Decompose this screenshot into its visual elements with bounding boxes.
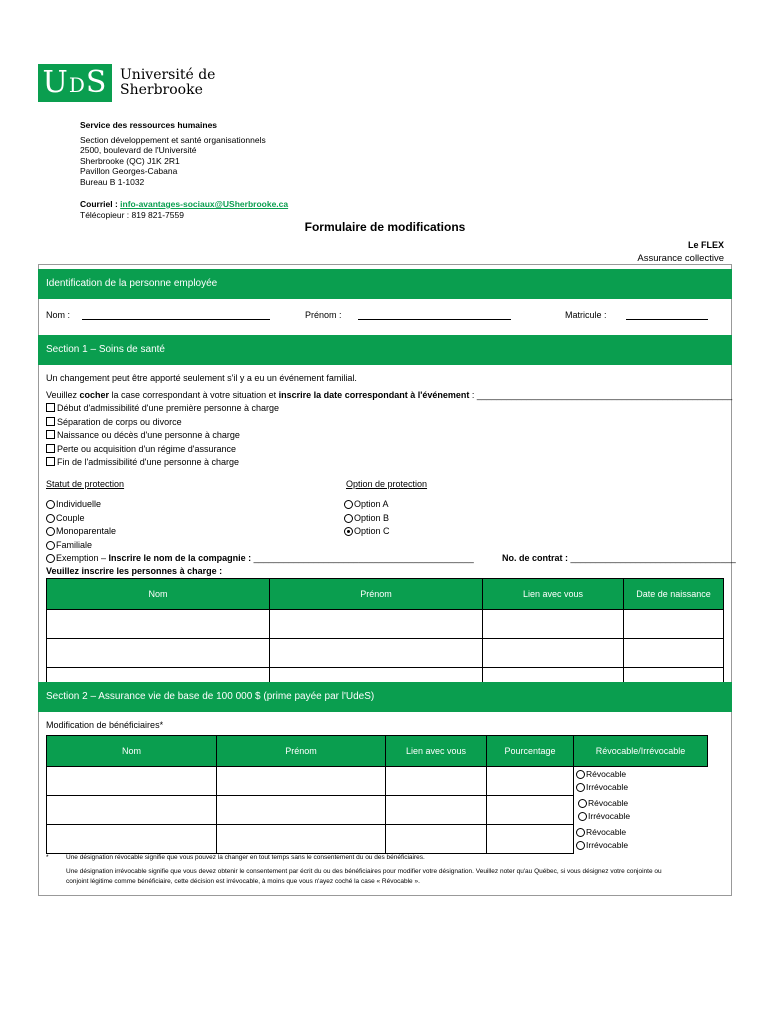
address-block: Service des ressources humaines Section développement et santé organisationnels 2500, boulevard de l'Université Sherbrooke (QC) J1K 2R1 Pavillon Georges-Cabana Bureau B 1-1032 Courriel : info-avantages-sociaux@USherbrooke.ca Télécopieur : 819 821-7559 [80,120,289,220]
revocable-choice: Révocable Irrévocable [574,796,708,825]
nom-label: Nom : [46,310,71,320]
matricule-label: Matricule : [565,310,607,320]
radio-icon[interactable] [46,500,55,509]
table-row [47,767,708,796]
event-item[interactable]: Début d'admissibilité d'une première personne à charge [46,402,279,416]
table-row [47,825,708,854]
radio-icon[interactable] [576,770,585,779]
event-item[interactable]: Perte ou acquisition d'un régime d'assurance [46,443,279,457]
section1-header: Section 1 – Soins de santé [38,335,732,365]
address-line: Sherbrooke (QC) J1K 2R1 [80,155,180,166]
section1-instruction: Veuillez cocher la case correspondant à votre situation et inscrire la date correspondant à l'événement : ___________________________________________________ [46,390,733,400]
footnote-star: * [46,854,49,861]
option-c[interactable]: Option C [344,525,390,539]
column-header: Révocable/Irrévocable [574,736,708,767]
radio-icon[interactable] [46,554,55,563]
checkbox-icon[interactable] [46,457,55,466]
revocable-choice: Révocable Irrévocable [574,825,708,854]
section2-header: Section 2 – Assurance vie de base de 100 000 $ (prime payée par l'UdeS) [38,682,732,712]
radio-icon[interactable] [576,841,585,850]
revocable-choice: Révocable Irrévocable [574,767,708,796]
table-row [47,796,708,825]
column-header: Prénom [217,736,386,767]
column-header: Prénom [270,579,483,610]
footnote-text: Une désignation révocable signifie que vous pouvez la changer en tout temps sans le consentement du ou des bénéficiaires. Une désignation irrévocable signifie que vous devez obtenir le consentement par écrit du ou des bénéficiaires pour modifier votre désignation. Veuillez noter qu'au Québec, si vous désignez votre conjointe ou conjoint légitime comme bénéficiaire, cette décision est irrévocable, à moins que vous n'ayez coché la case « Révocable ». [66,854,662,885]
beneficiary-subtitle: Modification de bénéficiaires* [46,720,164,730]
university-name: Université de Sherbrooke [120,67,216,98]
prenom-label: Prénom : [305,310,342,320]
status-option[interactable]: Individuelle [46,498,474,512]
status-exemption[interactable]: Exemption – Inscrire le nom de la compagnie : ____________________________________________ [46,552,474,566]
status-options [46,498,474,566]
column-header: Nom [47,736,217,767]
event-item[interactable]: Séparation de corps ou divorce [46,416,279,430]
column-header: Nom [47,579,270,610]
option-title: Option de protection [346,479,428,489]
status-option[interactable]: Familiale [46,539,474,553]
plan-subtitle: Assurance collective [637,253,724,264]
identification-header: Identification de la personne employée [38,269,732,299]
persons-label: Veuillez inscrire les personnes à charge : [46,566,223,576]
protection-options [344,498,390,539]
table-row [47,639,724,668]
status-title: Statut de protection [46,479,125,489]
section1-intro: Un changement peut être apporté seulement s'il y a eu un événement familial. [46,373,357,383]
checkbox-icon[interactable] [46,417,55,426]
radio-icon[interactable] [344,500,353,509]
column-header: Date de naissance [624,579,724,610]
dependents-table [46,578,724,697]
event-checklist [46,402,279,470]
radio-icon[interactable] [576,783,585,792]
address-line: Section développement et santé organisationnels [80,134,266,145]
event-item[interactable]: Naissance ou décès d'une personne à charge [46,429,279,443]
address-line: Pavillon Georges-Cabana [80,166,178,176]
prenom-field[interactable] [358,309,511,320]
checkbox-icon[interactable] [46,444,55,453]
table-row [47,610,724,639]
option-b[interactable]: Option B [344,512,390,526]
option-a[interactable]: Option A [344,498,390,512]
column-header: Lien avec vous [386,736,487,767]
contract-number[interactable]: No. de contrat : _________________________________ [502,553,736,563]
radio-icon[interactable] [46,541,55,550]
status-option[interactable]: Monoparentale [46,525,474,539]
radio-icon[interactable] [578,799,587,808]
column-header: Lien avec vous [483,579,624,610]
plan-name: Le FLEX [687,240,724,250]
matricule-field[interactable] [626,309,708,320]
column-header: Pourcentage [487,736,574,767]
event-item[interactable]: Fin de l'admissibilité d'une personne à charge [46,456,279,470]
radio-selected-icon[interactable] [344,527,353,536]
checkbox-icon[interactable] [46,430,55,439]
form-title: Formulaire de modifications [304,220,466,234]
table-header-row [47,736,708,767]
radio-icon[interactable] [344,514,353,523]
radio-icon[interactable] [46,527,55,536]
service-name: Service des ressources humaines [80,120,218,130]
table-header-row [47,579,724,610]
nom-field[interactable] [82,309,270,320]
radio-icon[interactable] [46,514,55,523]
email-link[interactable]: info-avantages-sociaux@USherbrooke.ca [120,199,289,209]
radio-icon[interactable] [576,828,585,837]
checkbox-icon[interactable] [46,403,55,412]
radio-icon[interactable] [578,812,587,821]
fax-number: Télécopieur : 819 821-7559 [80,209,184,220]
uds-logo-mark: UDS [38,64,112,102]
beneficiaries-table [46,735,708,854]
status-option[interactable]: Couple [46,512,474,526]
address-line: Bureau B 1-1032 [80,176,145,187]
address-line: 2500, boulevard de l'Université [80,145,197,155]
